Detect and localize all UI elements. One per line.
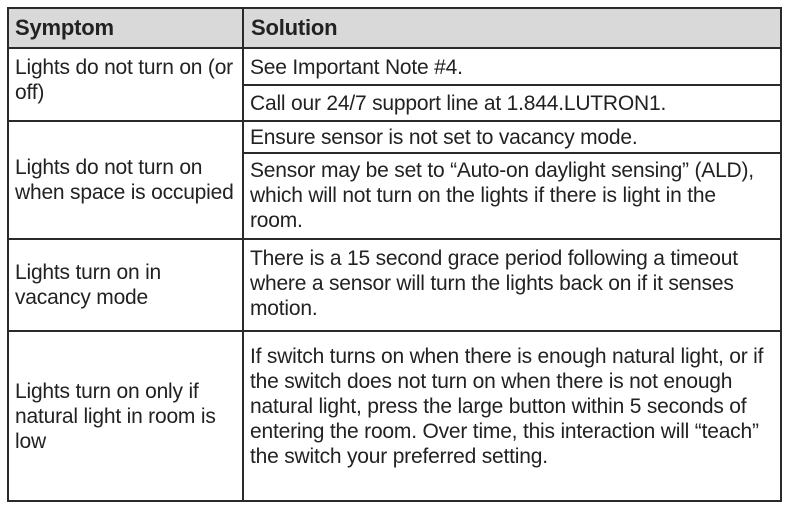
- solution-text: Ensure sensor is not set to vacancy mode.: [250, 126, 638, 149]
- solution-text: See Important Note #4.: [250, 56, 463, 79]
- symptom-text: Lights turn on in vacancy mode: [15, 261, 162, 309]
- solution-text: Sensor may be set to “Auto-on daylight sensing” (ALD), which will not turn on the lights if there is light in the room.: [250, 159, 754, 232]
- table-row: [9, 49, 780, 122]
- symptom-cell: [9, 122, 244, 238]
- header-symptom: Symptom: [9, 9, 244, 47]
- symptom-text: Lights do not turn on when space is occupied: [15, 156, 234, 204]
- table-row: [9, 332, 780, 500]
- symptom-cell: [9, 49, 244, 120]
- symptom-cell: [9, 240, 244, 330]
- solution-cell: [244, 122, 780, 154]
- solution-cell: [244, 332, 780, 500]
- symptom-text: Lights do not turn on (or off): [15, 56, 233, 104]
- solution-text: If switch turns on when there is enough natural light, or if the switch does not turn on when there is not enough natural light, press the large button within 5 seconds of entering the room. Over time, this interaction will “teach” the switch your preferred setting.: [250, 345, 764, 468]
- table-header-row: [9, 9, 780, 49]
- table-row: [9, 122, 780, 240]
- solution-cell: [244, 154, 780, 238]
- solution-text: Call our 24/7 support line at 1.844.LUTRON1.: [250, 92, 667, 115]
- solution-cell: [244, 49, 780, 86]
- table-row: [9, 240, 780, 332]
- solution-text: There is a 15 second grace period following a timeout where a sensor will turn the lights back on if it senses motion.: [250, 247, 738, 320]
- symptom-cell: [9, 332, 244, 500]
- symptom-text: Lights turn on only if natural light in room is low: [15, 379, 216, 453]
- troubleshooting-table: [7, 7, 782, 502]
- solution-cell: [244, 86, 780, 120]
- header-solution: Solution: [251, 15, 338, 40]
- solution-cell: [244, 240, 780, 330]
